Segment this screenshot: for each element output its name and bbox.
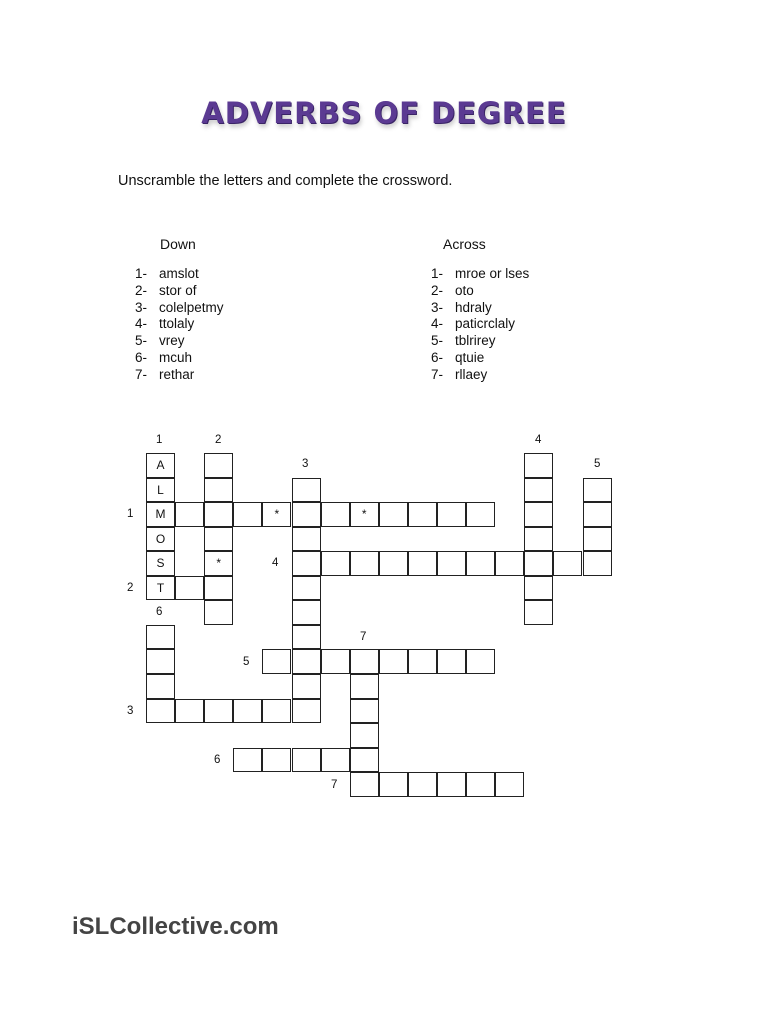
down-clue-4: 4- ttolaly: [135, 316, 195, 332]
crossword-cell[interactable]: [233, 502, 262, 527]
crossword-cell[interactable]: [321, 502, 350, 527]
grid-label-across-5: 5: [243, 656, 250, 668]
instructions: Unscramble the letters and complete the crossword.: [118, 173, 453, 189]
crossword-cell[interactable]: [292, 576, 321, 601]
crossword-cell[interactable]: [292, 699, 321, 724]
crossword-cell[interactable]: [262, 699, 291, 724]
crossword-cell[interactable]: [583, 551, 612, 576]
crossword-cell[interactable]: [146, 699, 175, 724]
crossword-cell[interactable]: [437, 551, 466, 576]
site-watermark: iSLCollective.com: [72, 913, 279, 940]
crossword-cell[interactable]: [350, 699, 379, 724]
crossword-cell[interactable]: [466, 772, 495, 797]
down-clue-7: 7- rethar: [135, 366, 195, 382]
crossword-cell[interactable]: *: [262, 502, 291, 527]
crossword-cell[interactable]: [292, 502, 321, 527]
crossword-cell[interactable]: [408, 649, 437, 674]
crossword-cell[interactable]: [495, 772, 524, 797]
across-clue-6: 6- qtuie: [431, 349, 485, 365]
crossword-cell[interactable]: [175, 502, 204, 527]
crossword-cell[interactable]: [524, 600, 553, 625]
across-clue-2: 2- oto: [431, 282, 474, 298]
crossword-cell[interactable]: [146, 649, 175, 674]
crossword-cell[interactable]: [553, 551, 582, 576]
crossword-cell[interactable]: [175, 576, 204, 601]
crossword-cell[interactable]: [437, 502, 466, 527]
crossword-cell[interactable]: [292, 625, 321, 650]
crossword-cell[interactable]: S: [146, 551, 175, 576]
across-clue-7: 7- rllaey: [431, 366, 488, 382]
crossword-cell[interactable]: [292, 649, 321, 674]
crossword-cell[interactable]: O: [146, 527, 175, 552]
down-clue-2: 2- stor of: [135, 282, 197, 298]
crossword-cell[interactable]: [524, 576, 553, 601]
crossword-cell[interactable]: [204, 576, 233, 601]
crossword-cell[interactable]: [292, 600, 321, 625]
grid-label-down-3: 3: [302, 458, 309, 470]
crossword-cell[interactable]: [583, 478, 612, 503]
crossword-cell[interactable]: [292, 527, 321, 552]
grid-label-across-6: 6: [214, 754, 221, 766]
crossword-cell[interactable]: [437, 649, 466, 674]
across-heading: Across: [443, 236, 486, 252]
crossword-cell[interactable]: [379, 502, 408, 527]
crossword-cell[interactable]: [146, 674, 175, 699]
crossword-cell[interactable]: A: [146, 453, 175, 478]
grid-label-across-2: 2: [127, 582, 134, 594]
crossword-cell[interactable]: [350, 748, 379, 773]
down-clue-6: 6- mcuh: [135, 349, 193, 365]
crossword-cell[interactable]: [233, 748, 262, 773]
across-clue-3: 3- hdraly: [431, 299, 492, 315]
grid-label-across-1: 1: [127, 508, 134, 520]
grid-label-down-2: 2: [215, 434, 222, 446]
crossword-cell[interactable]: [408, 502, 437, 527]
crossword-cell[interactable]: [292, 478, 321, 503]
crossword-cell[interactable]: [524, 478, 553, 503]
crossword-cell[interactable]: T: [146, 576, 175, 601]
crossword-cell[interactable]: [321, 551, 350, 576]
crossword-cell[interactable]: [292, 748, 321, 773]
crossword-cell[interactable]: [524, 551, 553, 576]
down-clue-1: 1- amslot: [135, 266, 199, 281]
crossword-cell[interactable]: [524, 527, 553, 552]
crossword-cell[interactable]: [350, 649, 379, 674]
worksheet-title: ADVERBS OF DEGREE: [201, 96, 567, 130]
crossword-cell[interactable]: [524, 453, 553, 478]
crossword-cell[interactable]: [204, 502, 233, 527]
grid-label-across-3: 3: [127, 705, 134, 717]
crossword-cell[interactable]: [146, 625, 175, 650]
crossword-cell[interactable]: [233, 699, 262, 724]
across-clue-5: 5- tblrirey: [431, 333, 496, 349]
crossword-cell[interactable]: [204, 478, 233, 503]
down-clue-3: 3- colelpetmy: [135, 299, 224, 315]
grid-label-down-4: 4: [535, 434, 542, 446]
crossword-cell[interactable]: [204, 453, 233, 478]
crossword-cell[interactable]: [204, 600, 233, 625]
crossword-cell[interactable]: [321, 649, 350, 674]
crossword-cell[interactable]: [292, 674, 321, 699]
down-clue-5: 5- vrey: [135, 333, 185, 349]
grid-label-down-5: 5: [594, 458, 601, 470]
crossword-cell[interactable]: *: [350, 502, 379, 527]
down-heading: Down: [160, 236, 196, 252]
crossword-cell[interactable]: [379, 772, 408, 797]
crossword-cell[interactable]: [350, 551, 379, 576]
crossword-cell[interactable]: [350, 674, 379, 699]
grid-label-across-7: 7: [331, 779, 338, 791]
crossword-cell[interactable]: L: [146, 478, 175, 503]
grid-label-down-7: 7: [360, 631, 367, 643]
grid-label-across-4: 4: [272, 557, 279, 569]
crossword-cell[interactable]: [262, 649, 291, 674]
grid-label-down-6: 6: [156, 606, 163, 618]
crossword-cell[interactable]: [466, 551, 495, 576]
crossword-cell[interactable]: [408, 551, 437, 576]
crossword-cell[interactable]: M: [146, 502, 175, 527]
crossword-cell[interactable]: [495, 551, 524, 576]
crossword-cell[interactable]: [466, 649, 495, 674]
crossword-cell[interactable]: [583, 527, 612, 552]
crossword-cell[interactable]: [204, 699, 233, 724]
grid-label-down-1: 1: [156, 434, 163, 446]
crossword-cell[interactable]: [437, 772, 466, 797]
crossword-cell[interactable]: [379, 551, 408, 576]
crossword-cell[interactable]: [204, 527, 233, 552]
crossword-cell[interactable]: [379, 649, 408, 674]
crossword-cell[interactable]: [350, 723, 379, 748]
crossword-cell[interactable]: *: [204, 551, 233, 576]
crossword-cell[interactable]: [466, 502, 495, 527]
crossword-cell[interactable]: [262, 748, 291, 773]
across-clue-1: 1- mroe or lses: [431, 266, 530, 281]
crossword-cell[interactable]: [321, 748, 350, 773]
across-clue-4: 4- paticrclaly: [431, 316, 516, 332]
crossword-cell[interactable]: [350, 772, 379, 797]
crossword-cell[interactable]: [408, 772, 437, 797]
crossword-cell[interactable]: [524, 502, 553, 527]
crossword-cell[interactable]: [175, 699, 204, 724]
crossword-cell[interactable]: [583, 502, 612, 527]
crossword-cell[interactable]: [292, 551, 321, 576]
